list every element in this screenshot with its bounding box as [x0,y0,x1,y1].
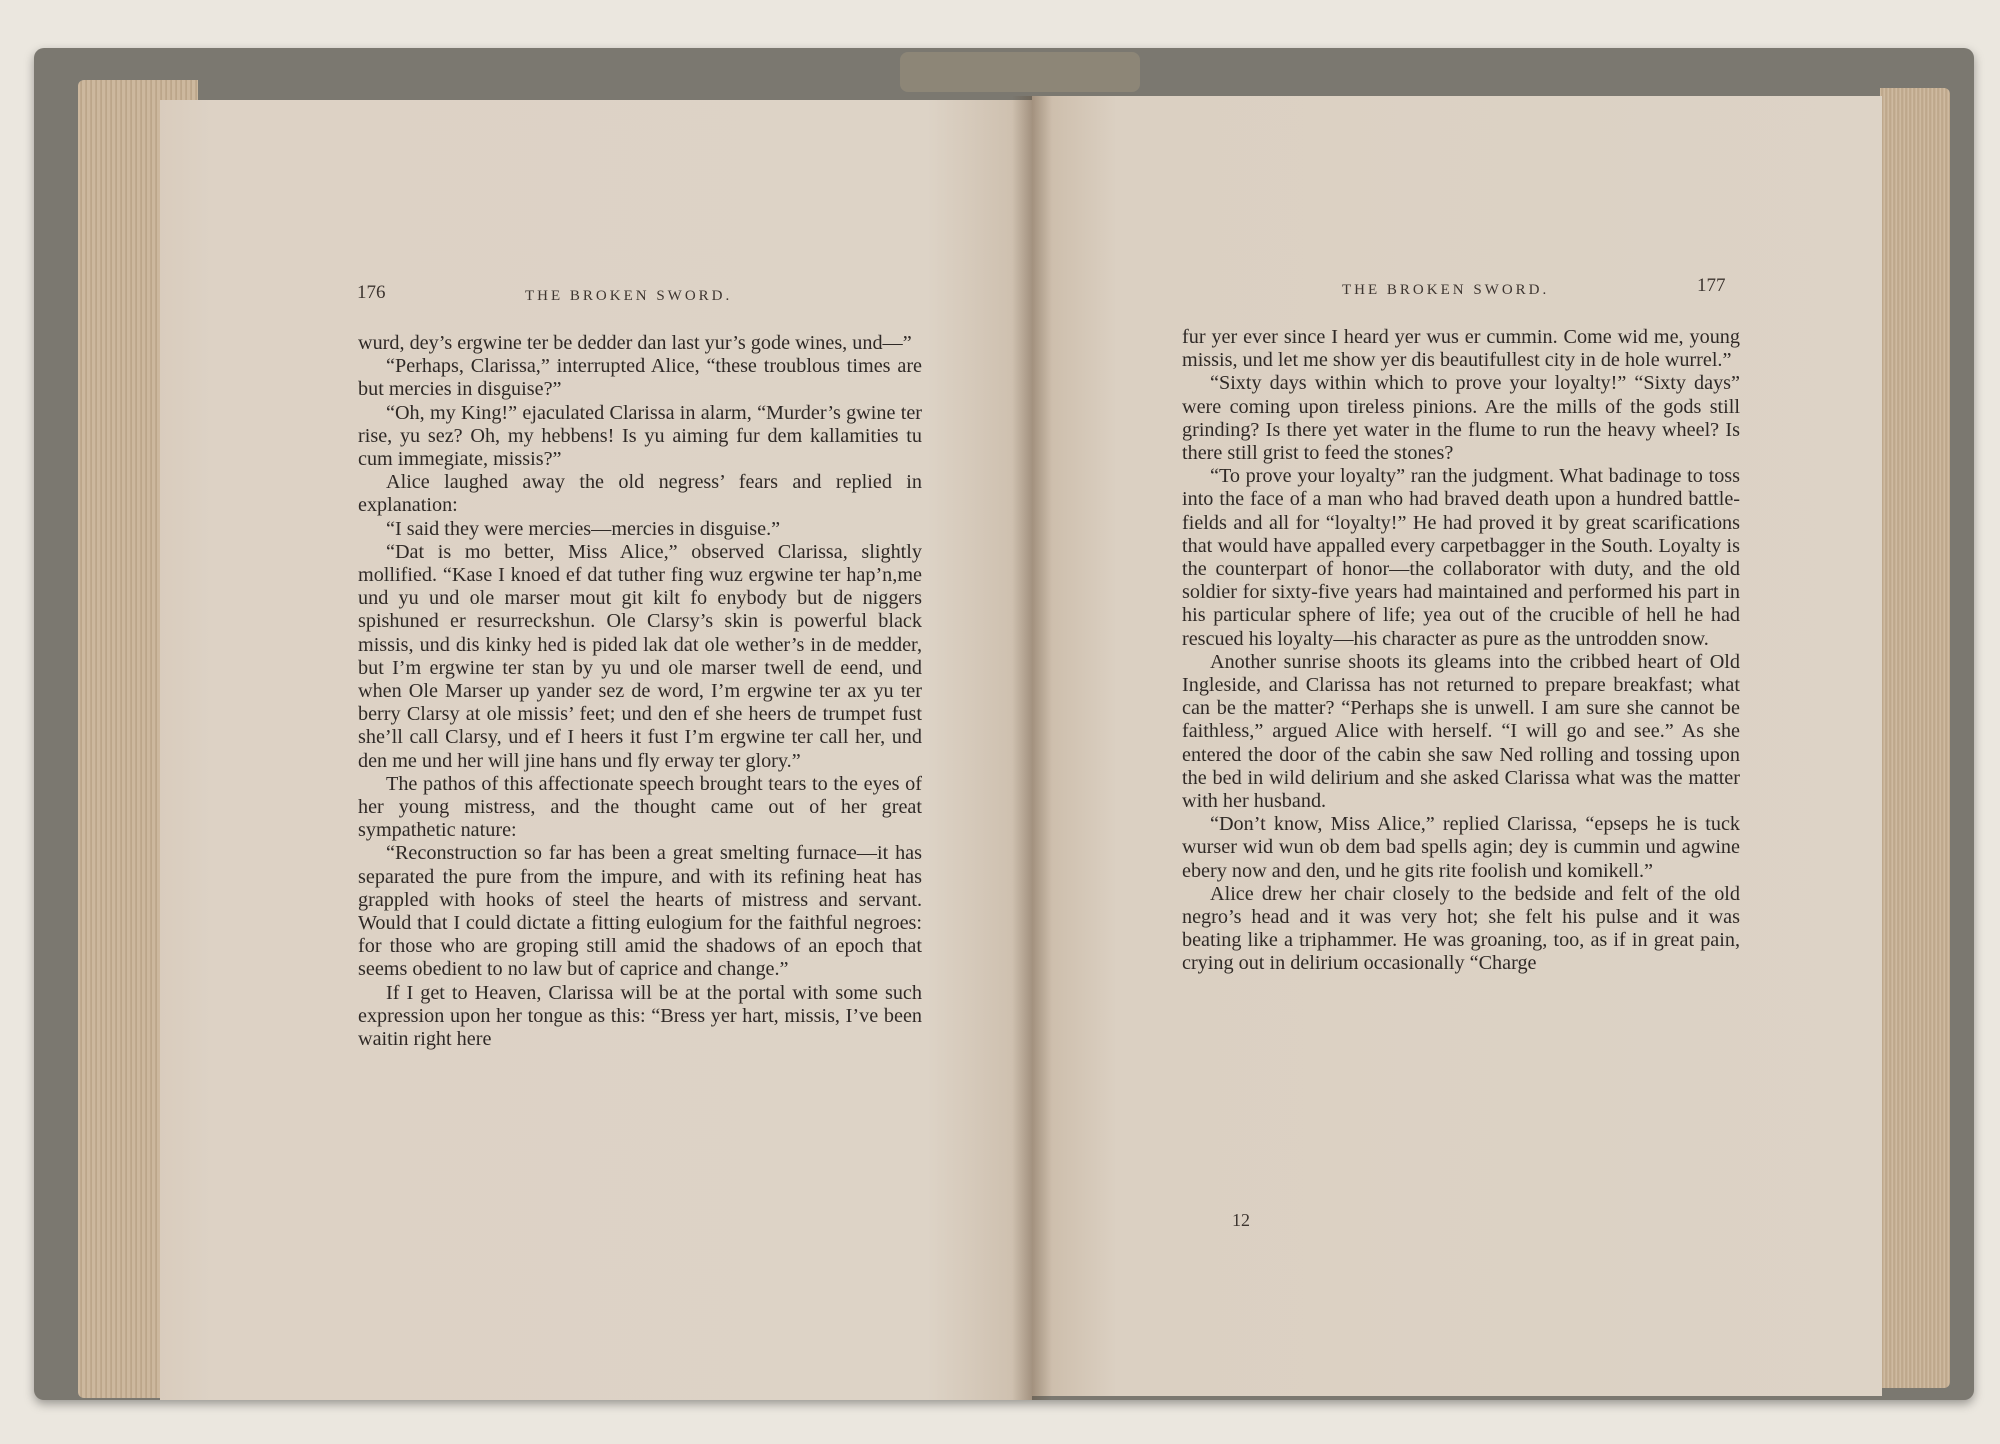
paragraph: “Dat is mo better, Miss Alice,” observed Clarissa, slightly mollified. “Kase I knoed ef dat tuther fing wuz ergwine ter hap’n,me und yu und ole marser mout git kilt fo enybody but de niggers spishuned er resurreckshun. Ole Clarsy’s skin is powerful black missis, und dis kinky hed is pided lak dat ole wether’s in de medder, but I’m ergwine ter stan by yu und ole marser twell de eend, und when Ole Marser up yander sez de word, I’m ergwine ter ax yu ter berry Clarsy at ole missis’ feet; und den ef she heers de trumpet fust she’ll call Clarsy, und ef I heers it fust I’m ergwine ter call her, und den me und her will jine hans und fly erway ter glory.” [358,540,922,772]
right-page-number: 177 [1697,275,1726,296]
signature-mark: 12 [1232,1210,1250,1230]
paragraph: Alice drew her chair closely to the bedside and felt of the old negro’s head and it was very hot; she felt his pulse and it was beating like a triphammer. He was groaning, too, as if in great pain, crying out in delirium occasionally “Charge [1182,882,1740,975]
paragraph: “Oh, my King!” ejaculated Clarissa in alarm, “Murder’s gwine ter rise, yu sez? Oh, my hebbens! Is yu aiming fur dem kallamities tu cum immegiate, missis?” [358,401,922,471]
paragraph: “Sixty days within which to prove your loyalty!” “Sixty days” were coming upon tireless pinions. Are the mills of the gods still grinding? Is there yet water in the flume to run the heavy wheel? Is there still grist to feed the stones? [1182,372,1740,465]
paragraph: “I said they were mercies—mercies in disguise.” [386,517,781,540]
book-gutter [1012,96,1052,1400]
right-page-text [1182,326,1740,976]
paragraph: fur yer ever since I heard yer wus er cummin. Come wid me, young missis, und let me show yer dis beautifullest city in de hole wurrel.” [1182,326,1740,372]
paragraph: The pathos of this affectionate speech brought tears to the eyes of her young mistress, and the thought came out of her great sympathetic nature: [358,772,922,842]
paragraph: “Reconstruction so far has been a great smelting furnace—it has separated the pure from the impure, and with its refining heat has grappled with hooks of steel the hearts of mistress and servant. Would that I could dictate a fitting eulogium for the faithful negroes: for those who are groping still amid the shadows of an epoch that seems obedient to no law but of caprice and change.” [358,842,922,981]
left-running-head: THE BROKEN SWORD. [525,288,733,304]
paragraph: wurd, dey’s ergwine ter be dedder dan last yur’s gode wines, und—” [358,332,912,354]
paragraph: If I get to Heaven, Clarissa will be at the portal with some such expression upon her tongue as this: “Bress yer hart, missis, I’ve been waitin right here [358,981,922,1051]
paragraph: “To prove your loyalty” ran the judgment. What badinage to toss into the face of a man who had braved death upon a hundred battle-fields and all for “loyalty!” He had proved it by great scarifications that would have appalled every carpetbagger in the South. Loyalty is the counterpart of honor—the collaborator with duty, and the old soldier for sixty-five years had maintained and performed his part in his particular sphere of life; yea out of the crucible of hell he had rescued his loyalty—his character as pure as the untrodden snow. [1182,465,1740,650]
left-page-number: 176 [357,282,386,303]
paragraph: “Perhaps, Clarissa,” interrupted Alice, “these troublous times are but mercies in disguise?” [358,355,922,401]
paragraph: Alice laughed away the old negress’ fears and replied in explanation: [358,471,922,517]
paragraph: Another sunrise shoots its gleams into the cribbed heart of Old Ingleside, and Clarissa has not returned to prepare breakfast; what can be the matter? “Perhaps she is unwell. I am sure she cannot be faithless,” argued Alice with herself. “I will go and see.” As she entered the door of the cabin she saw Ned rolling and tossing upon the bed in wild delirium and she asked Clarissa what was the matter with her husband. [1182,650,1740,813]
book-spine [900,52,1140,92]
right-running-head: THE BROKEN SWORD. [1342,282,1550,298]
page-edges-right [1880,88,1950,1388]
left-page-text [358,332,922,1051]
paragraph: “Don’t know, Miss Alice,” replied Clarissa, “epseps he is tuck wurser wid wun ob dem bad spells agin; dey is cummin und agwine ebery now and den, und he gits rite foolish und komikell.” [1182,813,1740,882]
